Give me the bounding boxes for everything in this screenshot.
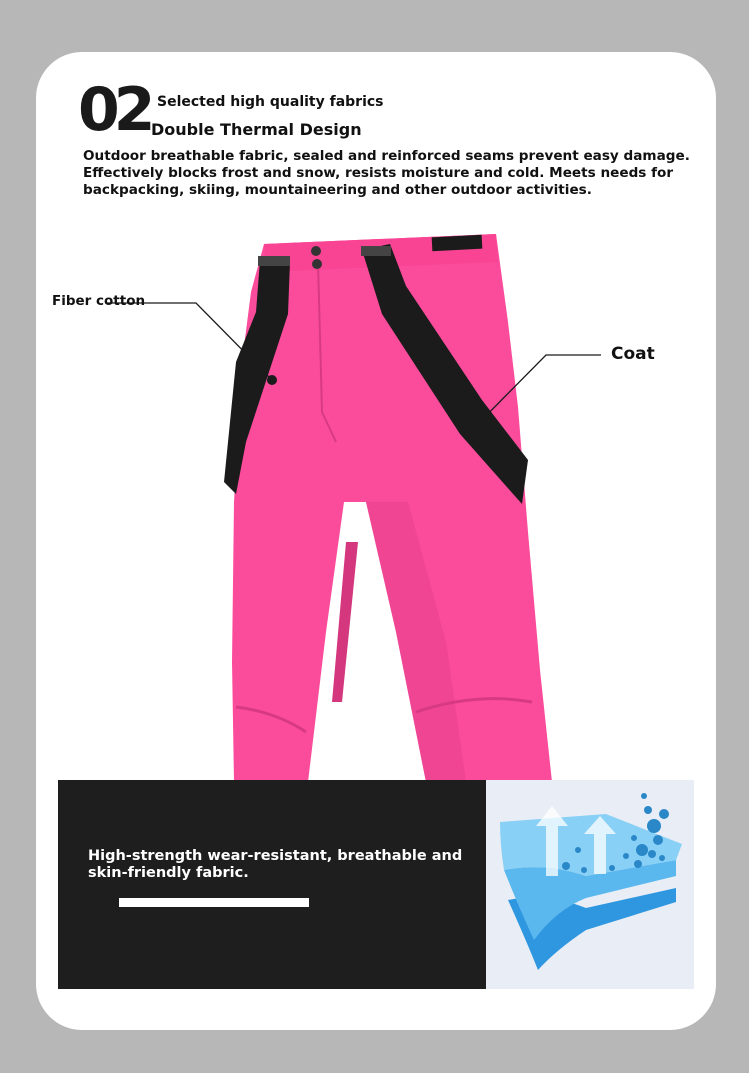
section-description: Outdoor breathable fabric, sealed and reinforced seams prevent easy damage. Effectively blocks frost and snow, resists moisture and cold. Meets needs for backpacking, skiing, mountaineering and other outdoor activities. [83,148,690,198]
fabric-layers-illustration [486,780,694,989]
section-number: 02 [78,75,150,145]
fiber-cotton-label: Fiber cotton [52,293,146,309]
fabric-text-area [58,780,486,989]
section-subtitle: Selected high quality fabrics [157,94,384,110]
fabric-feature-panel [58,780,694,989]
fabric-feature-text: High-strength wear-resistant, breathable and skin-friendly fabric. [88,848,463,881]
coat-label: Coat [611,344,655,364]
ski-pants-image [36,202,716,782]
accent-bar [119,898,309,907]
product-feature-card [36,52,716,1030]
section-title: Double Thermal Design [151,120,362,139]
